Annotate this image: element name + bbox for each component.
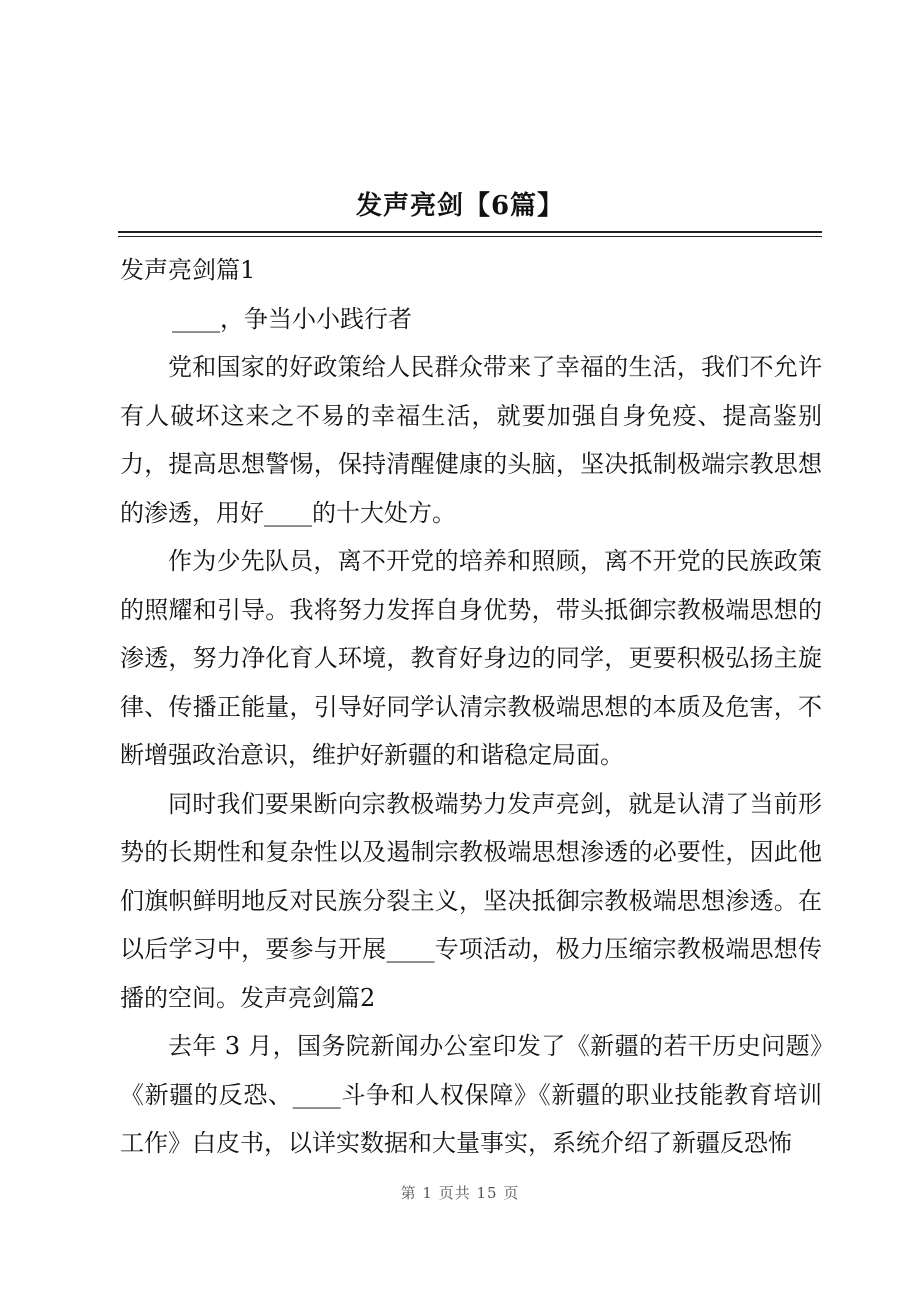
- section-heading: 发声亮剑篇1: [120, 256, 256, 284]
- section-subtitle: ____，争当小小践行者: [172, 304, 412, 333]
- page-number: 第 1 页共 15 页: [400, 1184, 520, 1202]
- paragraph: 党和国家的好政策给人民群众带来了幸福的生活，我们不允许有人破坏这来之不易的幸福生活，就要加强自身免疫、提高鉴别力，提高思想警惕，保持清醒健康的头脑，坚决抵制极端宗教思想的渗透，用好____的十大处方。: [120, 353, 822, 527]
- paragraph: 同时我们要果断向宗教极端势力发声亮剑，就是认清了当前形势的长期性和复杂性以及遏制宗教极端思想渗透的必要性，因此他们旗帜鲜明地反对民族分裂主义，坚决抵御宗教极端思想渗透。在以后学习中，要参与开展____专项活动，极力压缩宗教极端思想传播的空间。发声亮剑篇2: [120, 789, 822, 1012]
- paragraph: 作为少先队员，离不开党的培养和照顾，离不开党的民族政策的照耀和引导。我将努力发挥自身优势，带头抵御宗教极端思想的渗透，努力净化育人环境，教育好身边的同学，更要积极弘扬主旋律、传播正能量，引导好同学认清宗教极端思想的本质及危害，不断增强政治意识，维护好新疆的和谐稳定局面。: [120, 547, 822, 769]
- paragraph: 去年 3 月，国务院新闻办公室印发了《新疆的若干历史问题》《新疆的反恐、____斗争和人权保障》《新疆的职业技能教育培训工作》白皮书，以详实数据和大量事实，系统介绍了新疆反恐怖: [120, 1032, 822, 1157]
- title-rule-thin: [118, 236, 822, 237]
- title-rule-thick: [118, 231, 822, 233]
- document-title: 发声亮剑【6篇】: [355, 191, 565, 221]
- document-body: [120, 246, 822, 1168]
